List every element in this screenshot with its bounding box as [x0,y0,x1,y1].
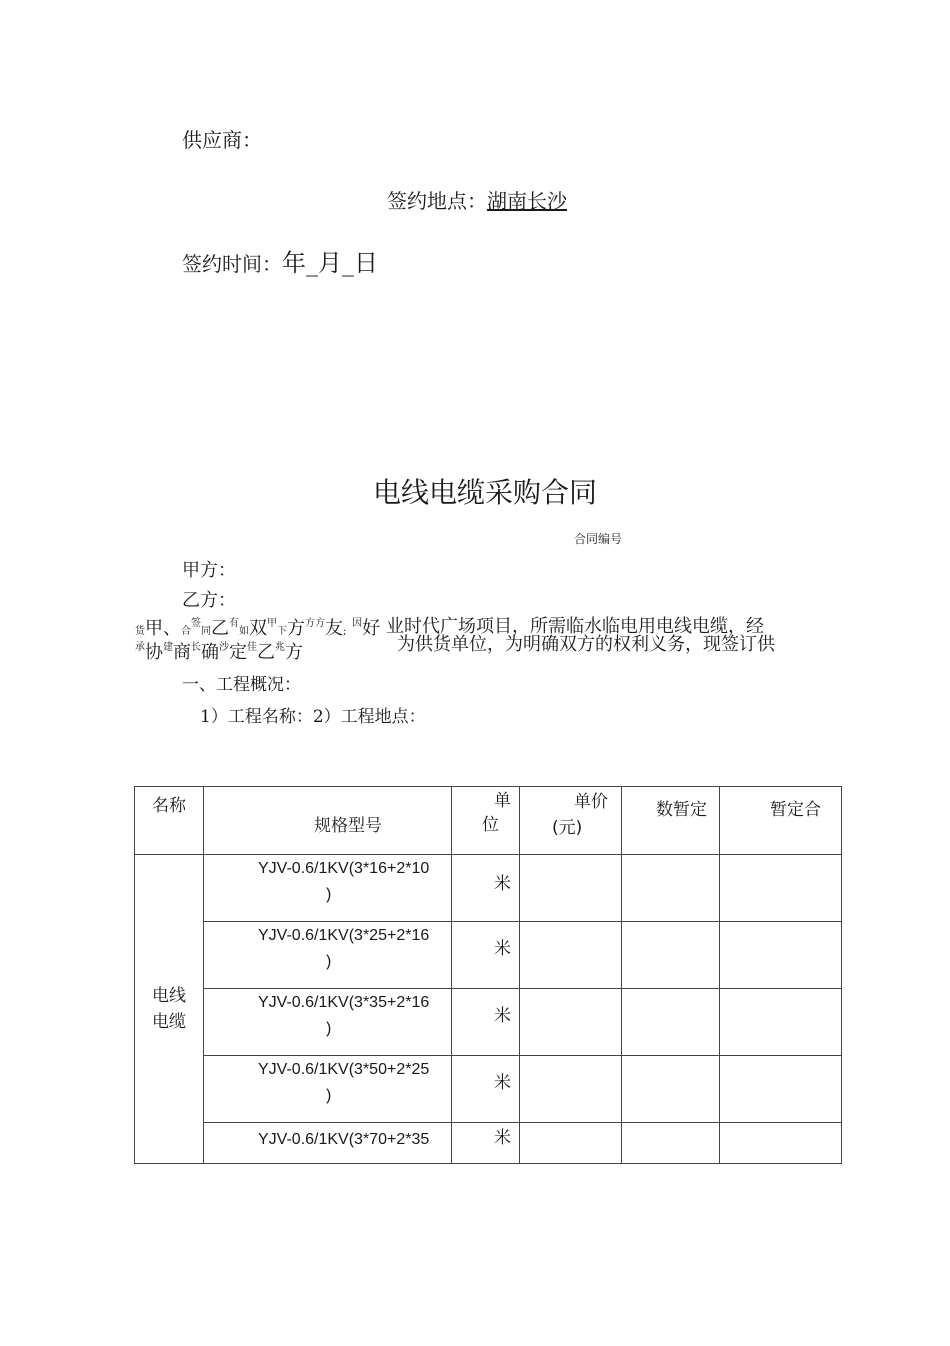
unit-value: 米 [494,1128,511,1148]
location-value: 湖南长沙 [487,189,567,213]
header-unit: 单 位 [482,791,511,835]
time-value: 年_月_日 [282,249,378,277]
document-title: 电线电缆采购合同 [373,476,598,509]
header-spec: 规格型号 [314,816,382,836]
party-b-label: 乙方： [182,590,236,611]
unit-value: 米 [494,874,511,894]
header-total: 暂定合 [770,800,821,820]
preamble-line-1-right: 业时代广场项目，所需临水临电用电线电缆，经 [386,616,764,637]
group-name-cell [135,855,204,1164]
section-1-heading: 一、工程概况： [182,675,301,695]
table-row [135,922,842,989]
spec-value: YJV-0.6/1KV(3*70+2*35 [258,1131,430,1148]
table-row [135,855,842,922]
contract-number-label: 合同编号 [574,532,623,546]
unit-value: 米 [494,939,511,959]
section-1-items: 1）工程名称：2）工程地点： [200,707,426,727]
header-price: 单价 (元) [552,792,608,838]
spec-value: YJV-0.6/1KV(3*35+2*16 ) [258,994,430,1037]
unit-value: 米 [494,1073,511,1093]
header-quantity: 数暂定 [656,800,707,820]
table-header-row [135,787,842,855]
table-row [135,1056,842,1123]
signing-time [182,243,378,278]
time-label: 签约时间： [182,252,282,276]
party-a-label: 甲方： [182,560,236,581]
preamble-line-2-right: 为供货单位，为明确双方的权利义务，现签订供 [397,634,775,655]
group-name: 电线 电缆 [152,986,186,1032]
spec-value: YJV-0.6/1KV(3*50+2*25 ) [258,1061,430,1104]
table-row [135,989,842,1056]
spec-table [134,786,842,1164]
header-name: 名称 [152,796,186,816]
spec-value: YJV-0.6/1KV(3*25+2*16 ) [258,927,430,970]
unit-value: 米 [494,1006,511,1026]
signing-location [387,185,567,214]
spec-value: YJV-0.6/1KV(3*16+2*10 ) [258,860,430,903]
supplier-label: 供应商： [182,128,262,152]
preamble-line-1-left: 货甲、合$^签$同乙$^有$如双$^甲$下方$^{方方}$友; $^因$好 [135,618,381,639]
table-row [135,1123,842,1164]
location-label: 签约地点： [387,189,487,213]
preamble-line-2-left: $^承$协$^建$商$^长$确$^沙$定$^佳$乙$^兆$方 [135,642,303,663]
